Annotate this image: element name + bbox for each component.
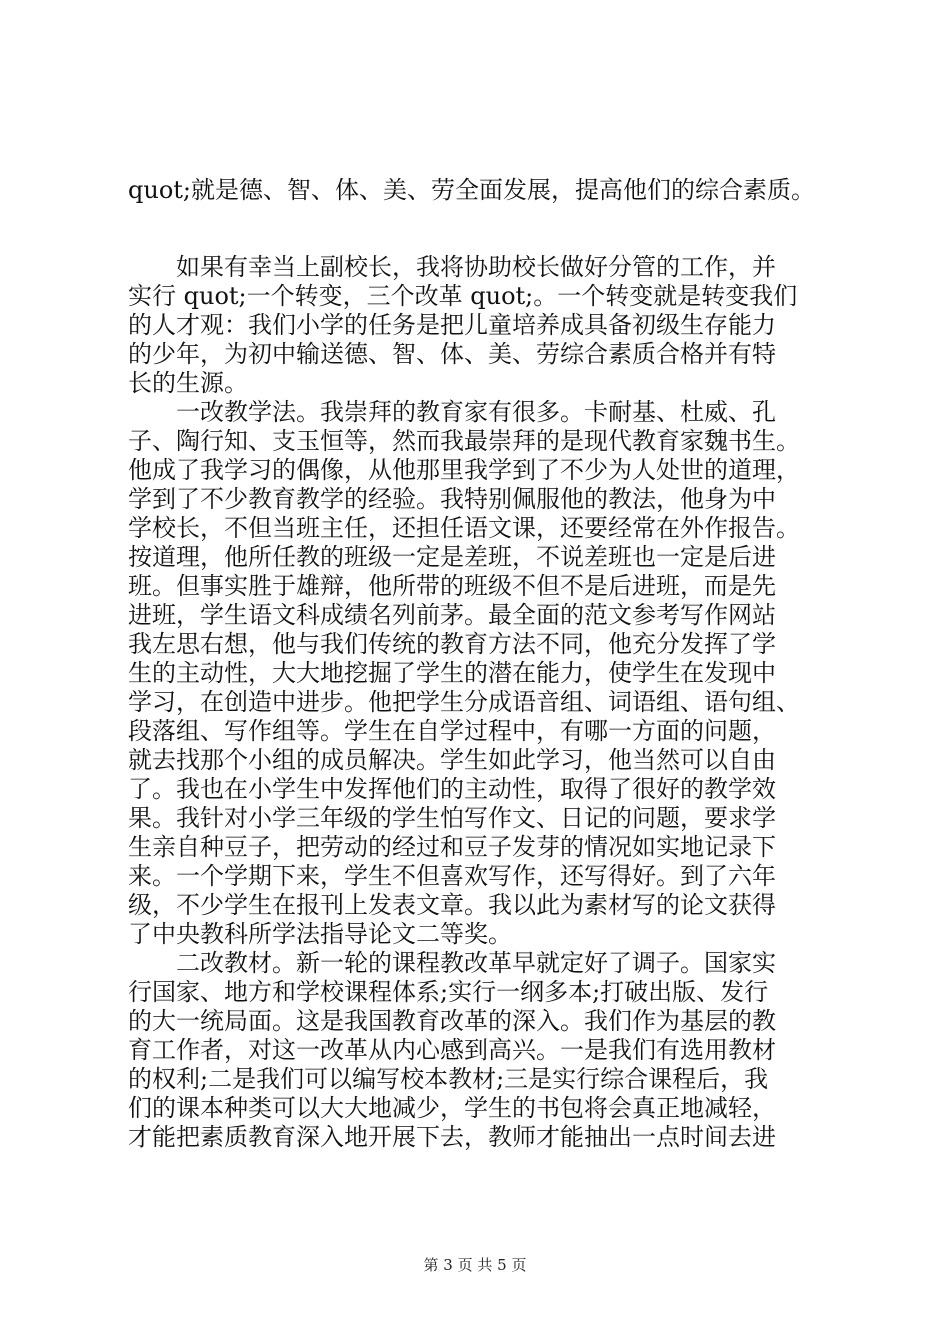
text-line: 学到了不少教育教学的经验。我特别佩服他的教法，他身为中 (128, 485, 776, 513)
text-line: 段落组、写作组等。学生在自学过程中，有哪一方面的问题， (128, 717, 776, 745)
text-line: 一改教学法。我崇拜的教育家有很多。卡耐基、杜威、孔 (128, 398, 776, 426)
text-line: 来。一个学期下来，学生不但喜欢写作，还写得好。到了六年 (128, 862, 776, 890)
text-line: 的少年，为初中输送德、智、体、美、劳综合素质合格并有特 (128, 340, 776, 368)
text-line: 他成了我学习的偶像，从他那里我学到了不少为人处世的道理， (128, 456, 800, 484)
text-line: 了。我也在小学生中发挥他们的主动性，取得了很好的教学效 (128, 775, 776, 803)
text-line: 的权利;二是我们可以编写校本教材;三是实行综合课程后，我 (128, 1065, 769, 1093)
text-line: 实行 quot;一个转变，三个改革 quot;。一个转变就是转变我们 (128, 282, 798, 310)
text-line: 果。我针对小学三年级的学生怕写作文、日记的问题，要求学 (128, 804, 776, 832)
text-line: 我左思右想，他与我们传统的教育方法不同，他充分发挥了学 (128, 630, 776, 658)
page-number-footer: 第 3 页 共 5 页 (423, 1256, 527, 1274)
text-line: 进班，学生语文科成绩名列前茅。最全面的范文参考写作网站 (128, 601, 776, 629)
text-line: 二改教材。新一轮的课程教改革早就定好了调子。国家实 (128, 949, 776, 977)
text-line: 们的课本种类可以大大地减少，学生的书包将会真正地减轻， (128, 1094, 776, 1122)
text-line: 的人才观：我们小学的任务是把儿童培养成具备初级生存能力 (128, 311, 776, 339)
text-line: 子、陶行知、支玉恒等，然而我最崇拜的是现代教育家魏书生。 (128, 427, 800, 455)
text-line: 学习，在创造中进步。他把学生分成语音组、词语组、语句组、 (128, 688, 800, 716)
text-line: 生亲自种豆子，把劳动的经过和豆子发芽的情况如实地记录下 (128, 833, 776, 861)
text-line: 生的主动性，大大地挖掘了学生的潜在能力，使学生在发现中 (128, 659, 776, 687)
text-line: 学校长，不但当班主任，还担任语文课，还要经常在外作报告。 (128, 514, 800, 542)
text-line: 才能把素质教育深入地开展下去，教师才能抽出一点时间去进 (128, 1123, 776, 1151)
text-line: 的大一统局面。这是我国教育改革的深入。我们作为基层的教 (128, 1007, 776, 1035)
text-line: 长的生源。 (128, 369, 248, 397)
text-line: 行国家、地方和学校课程体系;实行一纲多本;打破出版、发行 (128, 978, 769, 1006)
text-line: 就去找那个小组的成员解决。学生如此学习，他当然可以自由 (128, 746, 776, 774)
text-line: 育工作者，对这一改革从内心感到高兴。一是我们有选用教材 (128, 1036, 776, 1064)
text-line: 班。但事实胜于雄辩，他所带的班级不但不是后进班，而是先 (128, 572, 776, 600)
text-line: 按道理，他所任教的班级一定是差班，不说差班也一定是后进 (128, 543, 776, 571)
text-line: quot;就是德、智、体、美、劳全面发展，提高他们的综合素质。 (128, 176, 815, 204)
text-line: 级，不少学生在报刊上发表文章。我以此为素材写的论文获得 (128, 891, 776, 919)
paragraph-gap (128, 205, 858, 253)
text-line: 了中央教科所学法指导论文二等奖。 (128, 920, 512, 948)
text-line: 如果有幸当上副校长，我将协助校长做好分管的工作，并 (128, 253, 776, 281)
document-body (128, 176, 858, 1152)
